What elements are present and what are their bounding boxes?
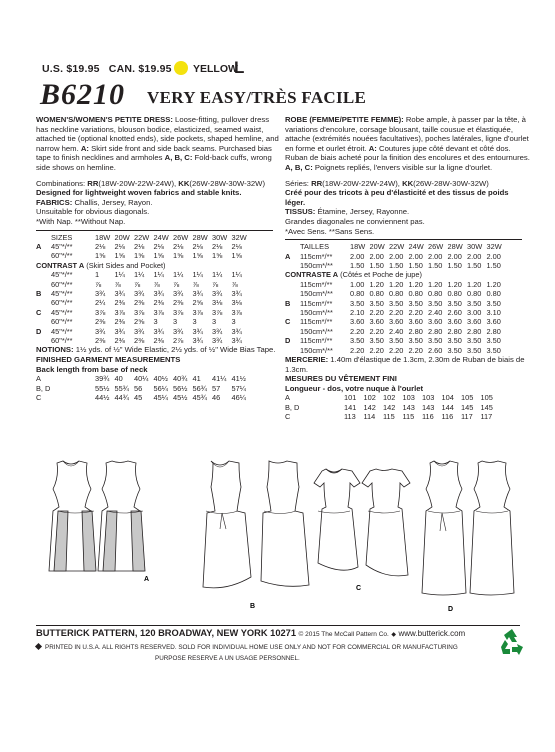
footer-rule [36,625,520,626]
measure-row: A 101 102 102 103 103 104 105 105 [285,393,493,403]
view-b-label: B [250,603,256,610]
english-column [36,115,281,402]
french-finished-heading: MESURES DU VÊTEMENT FINI [285,374,397,384]
footer-company-line: BUTTERICK PATTERN, 120 BROADWAY, NEW YORK 10271 © 2015 The McCall Pattern Co. ◆ www.butterick.com [36,628,466,638]
yardage-row: 60"*/** 2⅜ 2⅜ 2⅜ 2⅜ 2⅞ 3¾ 3¾ 3¾ [51,336,242,345]
yardage-row: A 45"*/** 2⅛ 2⅛ 2⅛ 2⅛ 2⅛ 2⅛ 2⅛ 2⅛ [36,241,242,251]
view-c-label: C [356,585,362,592]
size-header-row: SIZES 18W 20W 22W 24W 26W 28W 30W 32W [51,232,247,242]
envelope-color-dot [174,61,188,75]
yardage-row: D 45"*/** 3¾ 3¾ 3¾ 3¾ 3¾ 3¾ 3¾ 3¾ [36,326,242,336]
website: www.butterick.com [398,629,466,638]
view-a-front-illustration [49,461,96,571]
english-back-length: Back length from base of neck [36,364,148,374]
view-c-back-illustration [362,469,410,576]
english-measure-table [36,374,251,402]
french-column [285,115,530,422]
measure-row: C 113 114 115 115 116 116 117 117 [285,412,493,422]
yardage-row: 45"*/** 1 1¼ 1¼ 1¼ 1¼ 1¼ 1¼ 1¼ [51,270,242,280]
yardage-row: 150cm*/** 2.20 2.20 2.20 2.20 2.60 3.50 3.50 3.50 [300,345,501,355]
measure-row: B, D 141 142 142 143 143 144 145 145 [285,402,493,412]
english-unsuitable: Unsuitable for obvious diagonals. [36,207,150,217]
yardage-row: 150cm*/** 0.80 0.80 0.80 0.80 0.80 0.80 0.80 0.80 [300,289,501,299]
footer-legal: PRINTED IN U.S.A. ALL RIGHTS RESERVED. SOLD FOR INDIVIDUAL HOME USE ONLY AND NOT FOR COMMERCIAL OR MANUFACTURING [36,644,496,651]
pattern-number: B6210 [40,78,126,111]
french-fabric-heading: Créé pour des tricots à peu d'élasticité et des tissus de poids léger. [285,188,509,207]
dress-illustrations [36,455,520,620]
measure-row: A 39¾ 40 40¼ 40½ 40¾ 41 41¼ 41½ [36,374,246,384]
french-notions: MERCERIE: 1.40m d'élastique de 1.3cm, 2.30m de Ruban de biais de 1.3cm. [285,355,525,374]
yardage-row: 150cm*/** 2.20 2.20 2.40 2.80 2.80 2.80 2.80 2.80 [300,326,501,336]
yardage-row: C 45"*/** 3⅞ 3⅞ 3⅞ 3⅞ 3⅞ 3⅞ 3⅞ 3⅞ [36,307,242,317]
french-yardage-table [285,242,506,355]
yardage-row: 150cm*/** 2.10 2.20 2.20 2.20 2.40 2.60 3.00 3.10 [300,307,501,317]
view-a-back-illustration [98,461,145,571]
contrast-heading-row: CONTRASTE A (Côtés et Poche de jupe) [285,270,422,280]
english-fabrics: FABRICS: Challis, Jersey, Rayon. [36,197,153,207]
price-us: U.S. $19.95 [42,63,100,75]
view-b-front-illustration [203,461,251,588]
view-a-label: A [144,576,150,583]
french-back-length: Longueur - dos, votre nuque à l'ourlet [285,383,424,393]
view-d-back-illustration [470,461,514,595]
measure-row: C 44½ 44¾ 45 45¼ 45½ 45¾ 46 46¼ [36,393,246,402]
view-b-back-illustration [261,461,309,586]
price-line [42,63,178,75]
size-header-row: TAILLES 18W 20W 22W 24W 26W 28W 30W 32W [300,242,502,252]
french-measure-table [285,393,500,421]
yardage-row: 150cm*/** 1.50 1.50 1.50 1.50 1.50 1.50 1.50 1.50 [300,260,501,270]
difficulty-label: VERY EASY/TRÈS FACILE [147,88,367,107]
yardage-row: 60"*/** 2¼ 2⅜ 2⅜ 2⅜ 2⅜ 2⅝ 3⅛ 3⅛ [51,298,242,308]
english-finished-heading: FINISHED GARMENT MEASUREMENTS [36,355,181,364]
yardage-row: C 115cm*/** 3.60 3.60 3.60 3.60 3.60 3.60 3.60 3.60 [285,317,501,327]
yardage-row: B 115cm*/** 3.50 3.50 3.50 3.50 3.50 3.50 3.50 3.50 [285,298,501,308]
company-address: BUTTERICK PATTERN, 120 BROADWAY, NEW YORK 10271 [36,628,297,638]
measure-row: B, D 55½ 55¾ 56 56¼ 56½ 56¾ 57 57¼ [36,383,246,393]
french-nap-note: *Avec Sens. **Sans Sens. [285,226,375,236]
yardage-row: A 115cm*/** 2.00 2.00 2.00 2.00 2.00 2.00 2.00 2.00 [285,251,501,261]
envelope-color-label: YELLOW [193,63,238,75]
copyright: © 2015 The McCall Pattern Co. [298,631,389,638]
view-c-front-illustration [314,469,360,570]
yardage-row: 60"*/** ⅞ ⅞ ⅞ ⅞ ⅞ ⅞ ⅞ ⅞ [51,279,238,289]
yardage-row: D 115cm*/** 3.50 3.50 3.50 3.50 3.50 3.50 3.50 3.50 [285,336,501,346]
french-fabrics: TISSUS: Étamine, Jersey, Rayonne. [285,207,410,217]
view-d-front-illustration [422,461,466,595]
english-yardage-table [36,233,251,346]
english-fabric-heading: Designed for lightweight woven fabrics and stable knits. [36,188,242,198]
yardage-row: B 45"*/** 3¾ 3¾ 3¾ 3¾ 3¾ 3¾ 3¾ 3¾ [36,288,242,298]
view-d-label: D [448,606,454,613]
french-description: ROBE (FEMME/PETITE FEMME): Robe ample, à passer par la tête, à variations d'encolure, corsage blousant, taille cousue et élastiquée, attache (extrémités nouées facultatives), poches latérales, ligne d'ourlet en forme et ourlet étroit. A: Coutures jupe côté devant et côté dos. Ruban de biais acheté pour la finition des encolures et des entournures. A, B, C: Poignets repliés, l'envers visible sur la ligne d'ourlet. [285,115,530,172]
english-notions: NOTIONS: 1½ yds. of ½" Wide Elastic, 2½ yds. of ½" Wide Bias Tape. [36,345,276,355]
yardage-row: 115cm*/** 1.00 1.20 1.20 1.20 1.20 1.20 1.20 1.20 [300,279,501,289]
yardage-row: 60"*/** 2⅜ 2⅜ 2⅝ 3 3 3 3 3 [51,317,236,327]
footer-legal-fr: PURPOSE RESERVE A UN USAGE PERSONNEL. [155,655,300,662]
size-letter: L [234,58,245,77]
french-series: Séries: RR(18W-20W-22W-24W), KK(26W-28W-30W-32W) [285,178,489,188]
english-description: WOMEN'S/WOMEN'S PETITE DRESS: Loose-fitting, pullover dress has neckline variations, blouson bodice, elasticized, seamed waist, attached tie (optional knotted ends), side pockets, shaped hemline, and narrow hem. A: Skirt side front and side back seams. Purchased bias tape to finish necklines and armholes A, B, C: Fold-back cuffs, wrong side shows on hemline. [36,115,279,172]
recycle-icon [497,627,527,657]
english-nap-note: *With Nap. **Without Nap. [36,216,126,226]
price-can: CAN. $19.95 [108,63,172,75]
french-unsuitable: Grandes diagonales ne conviennent pas. [285,216,425,226]
yardage-row: 60"*/** 1⅝ 1⅝ 1⅝ 1⅝ 1⅝ 1⅝ 1⅝ 1⅝ [51,251,242,261]
english-combinations: Combinations: RR(18W-20W-22W-24W), KK(26W-28W-30W-32W) [36,178,265,188]
contrast-heading-row: CONTRAST A (Skirt Sides and Pocket) [36,260,166,270]
